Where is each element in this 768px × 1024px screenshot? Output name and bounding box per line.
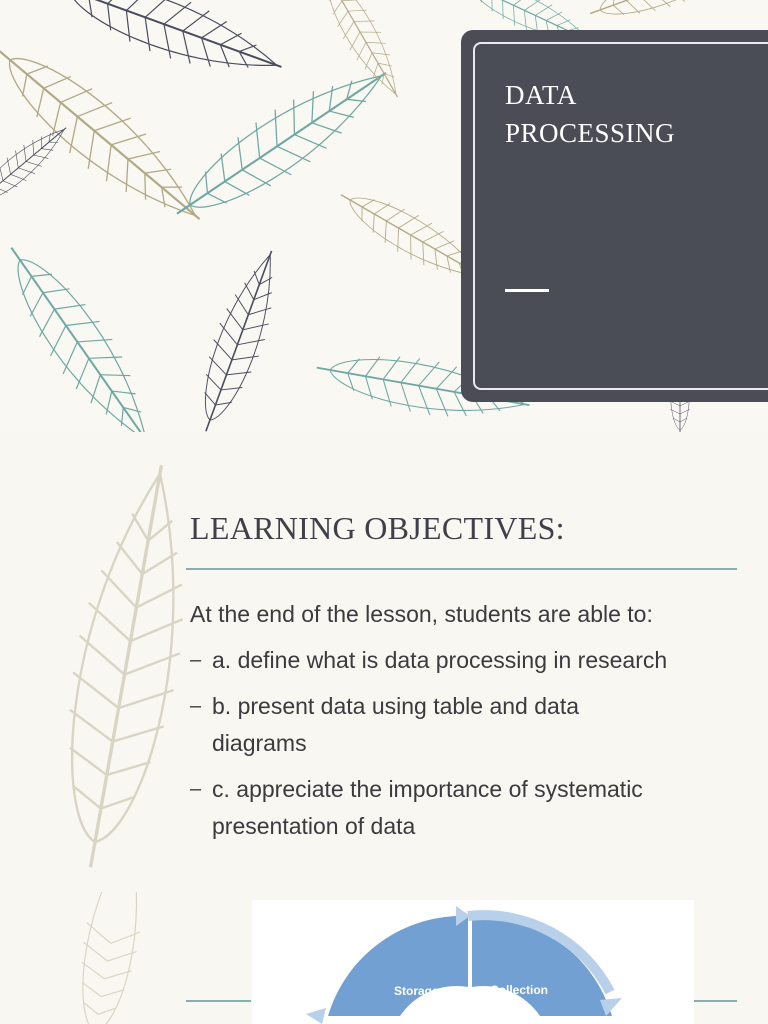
- heading-divider: [186, 568, 737, 570]
- title-line-1: DATA: [505, 80, 577, 110]
- dash-bullet-icon: –: [190, 695, 202, 717]
- footer-rule-left: [186, 1000, 251, 1002]
- footer-rule-right: [694, 1000, 737, 1002]
- dash-bullet-icon: –: [190, 649, 202, 671]
- data-cycle-diagram: [0, 892, 768, 1024]
- objectives-slide: [0, 432, 768, 892]
- slide-title: [505, 76, 725, 152]
- objective-text-continued: presentation of data: [212, 813, 416, 839]
- objective-text: a. define what is data processing in research: [212, 647, 668, 673]
- objectives-heading: LEARNING OBJECTIVES:: [190, 510, 565, 546]
- objective-text: c. appreciate the importance of systematic: [212, 776, 643, 802]
- objective-text-continued: diagrams: [212, 730, 307, 756]
- title-accent-dash: [505, 289, 549, 292]
- cycle-label-collection: Collection: [490, 983, 549, 997]
- title-card: [461, 30, 768, 402]
- dash-bullet-icon: –: [190, 778, 202, 800]
- title-line-2: PROCESSING: [505, 118, 676, 148]
- list-item: [190, 688, 750, 762]
- objectives-list: [190, 642, 750, 854]
- list-item: [190, 642, 750, 679]
- list-item: [190, 771, 750, 845]
- title-slide: [0, 0, 768, 432]
- cycle-slide: [0, 892, 768, 1024]
- cycle-label-storage: Storage: [394, 984, 439, 998]
- objective-text: b. present data using table and data: [212, 693, 580, 719]
- objectives-intro: At the end of the lesson, students are able to:: [190, 601, 653, 627]
